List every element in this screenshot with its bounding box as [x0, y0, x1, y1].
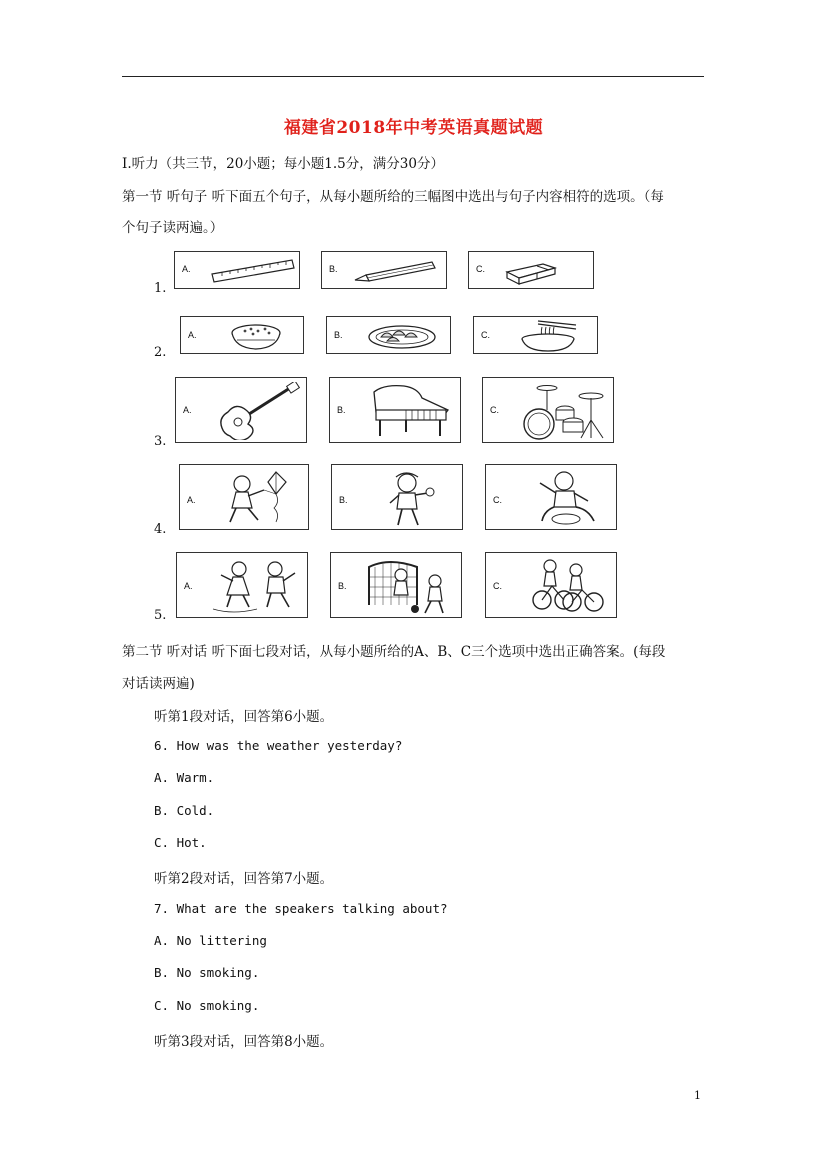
dialog-instruction: 听第1段对话，回答第6小题。	[154, 709, 334, 725]
q2-option-a[interactable]	[180, 316, 304, 354]
option-label: B.	[334, 330, 343, 340]
q5-option-c[interactable]	[485, 552, 617, 618]
question-number: 3.	[154, 434, 167, 449]
page-title: 福建省2018年中考英语真题试题	[283, 118, 544, 138]
noodles-bowl-icon	[514, 319, 582, 353]
option-label: C.	[481, 330, 490, 340]
q2-option-b[interactable]	[326, 316, 451, 354]
part2-instruction: 第二节 听对话 听下面七段对话，从每小题所给的A、B、C三个选项中选出正确答案。(每段	[122, 644, 666, 660]
option-label: C.	[493, 495, 502, 505]
option-label: A.	[183, 405, 192, 415]
piano-icon	[366, 382, 456, 440]
boy-dancing-icon	[530, 467, 600, 529]
option-label: A.	[187, 495, 196, 505]
q3-option-a[interactable]	[175, 377, 307, 443]
kids-skating-icon	[209, 557, 303, 615]
answer-option[interactable]: C. Hot.	[154, 835, 207, 850]
option-label: A.	[188, 330, 197, 340]
q4-option-a[interactable]	[179, 464, 309, 530]
q4-option-c[interactable]	[485, 464, 617, 530]
dumplings-plate-icon	[365, 321, 439, 351]
option-label: C.	[476, 264, 485, 274]
section-heading: Ⅰ.听力（共三节，20小题；每小题1.5分，满分30分）	[122, 156, 444, 172]
q5-option-a[interactable]	[176, 552, 308, 618]
q4-option-b[interactable]	[331, 464, 463, 530]
dialog-instruction: 听第3段对话，回答第8小题。	[154, 1034, 334, 1050]
pencil-icon	[352, 258, 442, 284]
boy-waving-icon	[382, 467, 442, 529]
option-label: A.	[184, 581, 193, 591]
option-label: A.	[182, 264, 191, 274]
option-label: B.	[337, 405, 346, 415]
page-number: 1	[694, 1089, 701, 1102]
question-text: 7. What are the speakers talking about?	[154, 901, 448, 916]
q1-option-c[interactable]	[468, 251, 594, 289]
kids-cycling-icon	[528, 556, 608, 616]
q3-option-b[interactable]	[329, 377, 461, 443]
answer-option[interactable]: A. No littering	[154, 933, 267, 948]
question-text: 6. How was the weather yesterday?	[154, 738, 403, 753]
part1-instruction: 第一节 听句子 听下面五个句子，从每小题所给的三幅图中选出与句子内容相符的选项。（每	[122, 189, 664, 205]
q5-option-b[interactable]	[330, 552, 462, 618]
option-label: C.	[490, 405, 499, 415]
drums-icon	[517, 380, 611, 442]
eraser-icon	[503, 258, 559, 286]
rice-bowl-icon	[223, 320, 289, 352]
q2-option-c[interactable]	[473, 316, 598, 354]
q3-option-c[interactable]	[482, 377, 614, 443]
boy-kite-icon	[224, 468, 304, 528]
option-label: B.	[339, 495, 348, 505]
question-number: 1.	[154, 281, 167, 296]
part2-instruction-cont: 对话读两遍)	[122, 676, 195, 692]
answer-option[interactable]: B. Cold.	[154, 803, 215, 818]
question-number: 5.	[154, 608, 167, 623]
question-number: 2.	[154, 345, 167, 360]
kids-football-icon	[365, 555, 459, 617]
option-label: B.	[329, 264, 338, 274]
q1-option-b[interactable]	[321, 251, 447, 289]
guitar-icon	[206, 382, 302, 440]
ruler-icon	[210, 256, 296, 286]
option-label: C.	[493, 581, 502, 591]
dialog-instruction: 听第2段对话，回答第7小题。	[154, 871, 334, 887]
header-rule	[122, 76, 704, 77]
answer-option[interactable]: B. No smoking.	[154, 965, 260, 980]
option-label: B.	[338, 581, 347, 591]
part1-instruction-cont: 个句子读两遍。）	[122, 220, 224, 236]
question-number: 4.	[154, 522, 167, 537]
answer-option[interactable]: C. No smoking.	[154, 998, 260, 1013]
answer-option[interactable]: A. Warm.	[154, 770, 215, 785]
q1-option-a[interactable]	[174, 251, 300, 289]
